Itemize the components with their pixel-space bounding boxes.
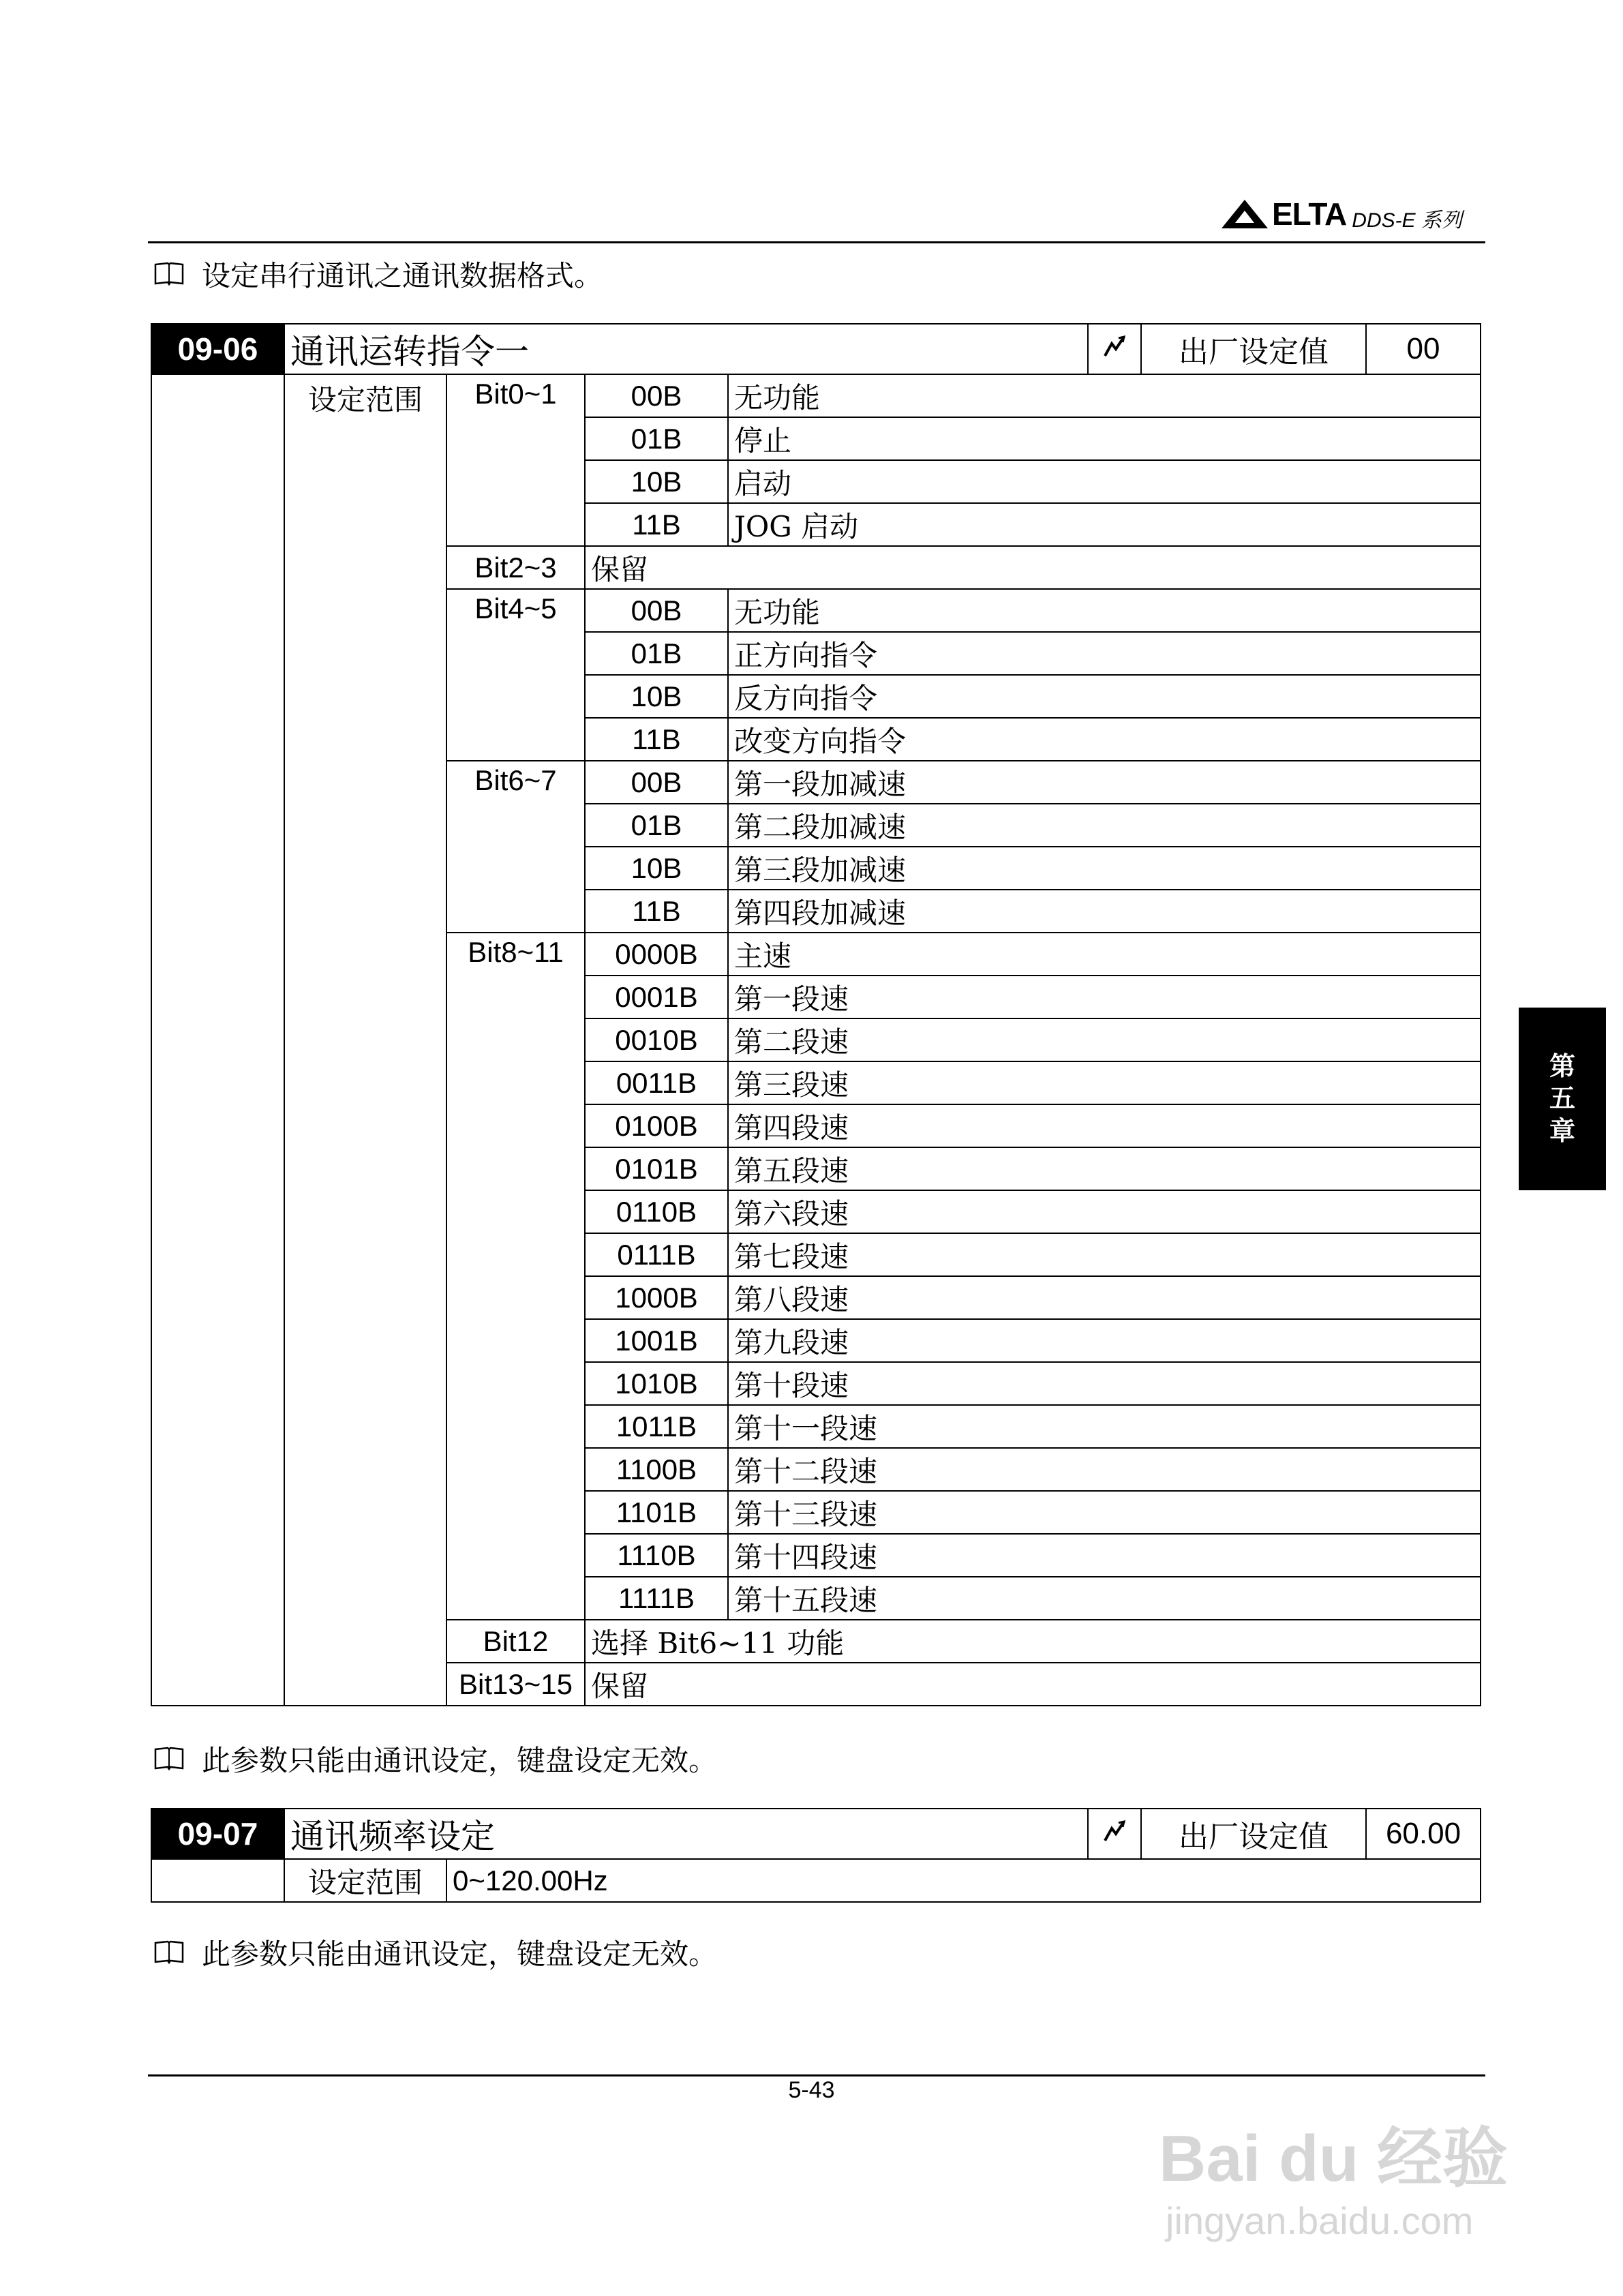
param-header-row bbox=[151, 324, 1481, 374]
param-header-row bbox=[151, 1809, 1481, 1859]
bit-value: 0000B bbox=[585, 933, 728, 976]
bit-value: 01B bbox=[585, 804, 728, 847]
param-code: 09-07 bbox=[151, 1809, 284, 1859]
bit-value: 0100B bbox=[585, 1104, 728, 1147]
bit-value: 1100B bbox=[585, 1448, 728, 1491]
bit-description: 第六段速 bbox=[728, 1190, 1481, 1233]
bit-field: Bit0~1 bbox=[446, 374, 585, 546]
bit-value: 10B bbox=[585, 460, 728, 503]
bit-description: 停止 bbox=[728, 417, 1481, 460]
bit-description: 主速 bbox=[728, 933, 1481, 976]
header-rule bbox=[148, 241, 1485, 243]
bit-description: 改变方向指令 bbox=[728, 718, 1481, 761]
bit-value: 1010B bbox=[585, 1362, 728, 1405]
watermark-logo: Bai du 经验 bbox=[1159, 2122, 1508, 2195]
bit-description: 无功能 bbox=[728, 374, 1481, 417]
bit-value: 0001B bbox=[585, 976, 728, 1018]
delta-logo bbox=[1220, 192, 1462, 236]
range-row bbox=[151, 1859, 1481, 1902]
bit-description: 第十一段速 bbox=[728, 1405, 1481, 1448]
bit-value: 0111B bbox=[585, 1233, 728, 1276]
bit-value: 1110B bbox=[585, 1534, 728, 1577]
param-code: 09-06 bbox=[151, 324, 284, 374]
bit-value: 11B bbox=[585, 503, 728, 546]
bit-value: 00B bbox=[585, 374, 728, 417]
bit-value: 11B bbox=[585, 890, 728, 933]
bit-field: Bit2~3 bbox=[446, 546, 585, 589]
bit-description: 第四段速 bbox=[728, 1104, 1481, 1147]
setting-row bbox=[151, 374, 1481, 417]
blank-cell bbox=[151, 1859, 284, 1902]
param-table-0907 bbox=[151, 1808, 1481, 1903]
bit-description: 选择 Bit6~11 功能 bbox=[585, 1620, 1481, 1663]
range-label: 设定范围 bbox=[284, 374, 446, 1706]
chapter-char: 五 bbox=[1549, 1083, 1575, 1114]
bit-description: 第十五段速 bbox=[728, 1577, 1481, 1620]
delta-triangle-icon bbox=[1220, 198, 1269, 230]
bit-description: 第十三段速 bbox=[728, 1491, 1481, 1534]
bit-description: 第十二段速 bbox=[728, 1448, 1481, 1491]
chapter-char: 第 bbox=[1549, 1051, 1575, 1081]
bit-value: 1011B bbox=[585, 1405, 728, 1448]
chapter-tab bbox=[1519, 1008, 1606, 1190]
factory-default-label: 出厂设定值 bbox=[1141, 324, 1366, 374]
bit-value: 00B bbox=[585, 761, 728, 804]
bit-description: 第一段加减速 bbox=[728, 761, 1481, 804]
intro-note bbox=[154, 254, 603, 294]
range-label: 设定范围 bbox=[284, 1859, 446, 1902]
bit-value: 0011B bbox=[585, 1061, 728, 1104]
bit-description: 第四段加减速 bbox=[728, 890, 1481, 933]
bit-description: 第十段速 bbox=[728, 1362, 1481, 1405]
factory-default-label: 出厂设定值 bbox=[1141, 1809, 1366, 1859]
writable-during-run-icon bbox=[1088, 1809, 1141, 1859]
bit-value: 0010B bbox=[585, 1018, 728, 1061]
note-text: 设定串行通讯之通讯数据格式。 bbox=[202, 259, 603, 292]
note-text: 此参数只能由通讯设定，键盘设定无效。 bbox=[202, 1744, 718, 1777]
bit-description: 第十四段速 bbox=[728, 1534, 1481, 1577]
book-icon bbox=[154, 1747, 184, 1771]
watermark-url: jingyan.baidu.com bbox=[1166, 2199, 1474, 2242]
bit-description: 启动 bbox=[728, 460, 1481, 503]
bit-field: Bit13~15 bbox=[446, 1663, 585, 1706]
bit-value: 10B bbox=[585, 847, 728, 890]
note-0907 bbox=[154, 1932, 717, 1973]
note-0906 bbox=[154, 1738, 717, 1779]
bit-description: 保留 bbox=[585, 1663, 1481, 1706]
bit-value: 1111B bbox=[585, 1577, 728, 1620]
bit-value: 1101B bbox=[585, 1491, 728, 1534]
bit-value: 00B bbox=[585, 589, 728, 632]
bit-description: 保留 bbox=[585, 546, 1481, 589]
range-value: 0~120.00Hz bbox=[446, 1859, 1481, 1902]
factory-default-value: 60.00 bbox=[1366, 1809, 1481, 1859]
param-title: 通讯频率设定 bbox=[284, 1809, 1088, 1859]
bit-value: 01B bbox=[585, 417, 728, 460]
note-text: 此参数只能由通讯设定，键盘设定无效。 bbox=[202, 1937, 718, 1971]
footer-rule bbox=[148, 2074, 1485, 2076]
bit-field: Bit4~5 bbox=[446, 589, 585, 761]
writable-during-run-icon bbox=[1088, 324, 1141, 374]
param-title: 通讯运转指令一 bbox=[284, 324, 1088, 374]
bit-value: 01B bbox=[585, 632, 728, 675]
chapter-char: 章 bbox=[1549, 1115, 1575, 1146]
brand-name: ELTA bbox=[1272, 196, 1347, 232]
bit-description: 正方向指令 bbox=[728, 632, 1481, 675]
bit-description: 第八段速 bbox=[728, 1276, 1481, 1319]
bit-value: 11B bbox=[585, 718, 728, 761]
bit-description: 第一段速 bbox=[728, 976, 1481, 1018]
bit-description: 无功能 bbox=[728, 589, 1481, 632]
bit-description: 第二段加减速 bbox=[728, 804, 1481, 847]
page-number: 5-43 bbox=[788, 2077, 835, 2103]
bit-value: 10B bbox=[585, 675, 728, 718]
bit-description: 第三段速 bbox=[728, 1061, 1481, 1104]
bit-description: 反方向指令 bbox=[728, 675, 1481, 718]
bit-field: Bit12 bbox=[446, 1620, 585, 1663]
series-label: DDS-E 系列 bbox=[1352, 209, 1462, 232]
bit-description: 第二段速 bbox=[728, 1018, 1481, 1061]
bit-field: Bit8~11 bbox=[446, 933, 585, 1620]
bit-description: 第五段速 bbox=[728, 1147, 1481, 1190]
bit-value: 0110B bbox=[585, 1190, 728, 1233]
bit-field: Bit6~7 bbox=[446, 761, 585, 933]
bit-value: 1000B bbox=[585, 1276, 728, 1319]
bit-description: 第七段速 bbox=[728, 1233, 1481, 1276]
blank-cell bbox=[151, 374, 284, 1706]
book-icon bbox=[154, 1940, 184, 1965]
book-icon bbox=[154, 262, 184, 286]
param-table-0906 bbox=[151, 323, 1481, 1706]
factory-default-value: 00 bbox=[1366, 324, 1481, 374]
bit-description: JOG 启动 bbox=[728, 503, 1481, 546]
bit-value: 0101B bbox=[585, 1147, 728, 1190]
bit-description: 第三段加减速 bbox=[728, 847, 1481, 890]
bit-value: 1001B bbox=[585, 1319, 728, 1362]
bit-description: 第九段速 bbox=[728, 1319, 1481, 1362]
